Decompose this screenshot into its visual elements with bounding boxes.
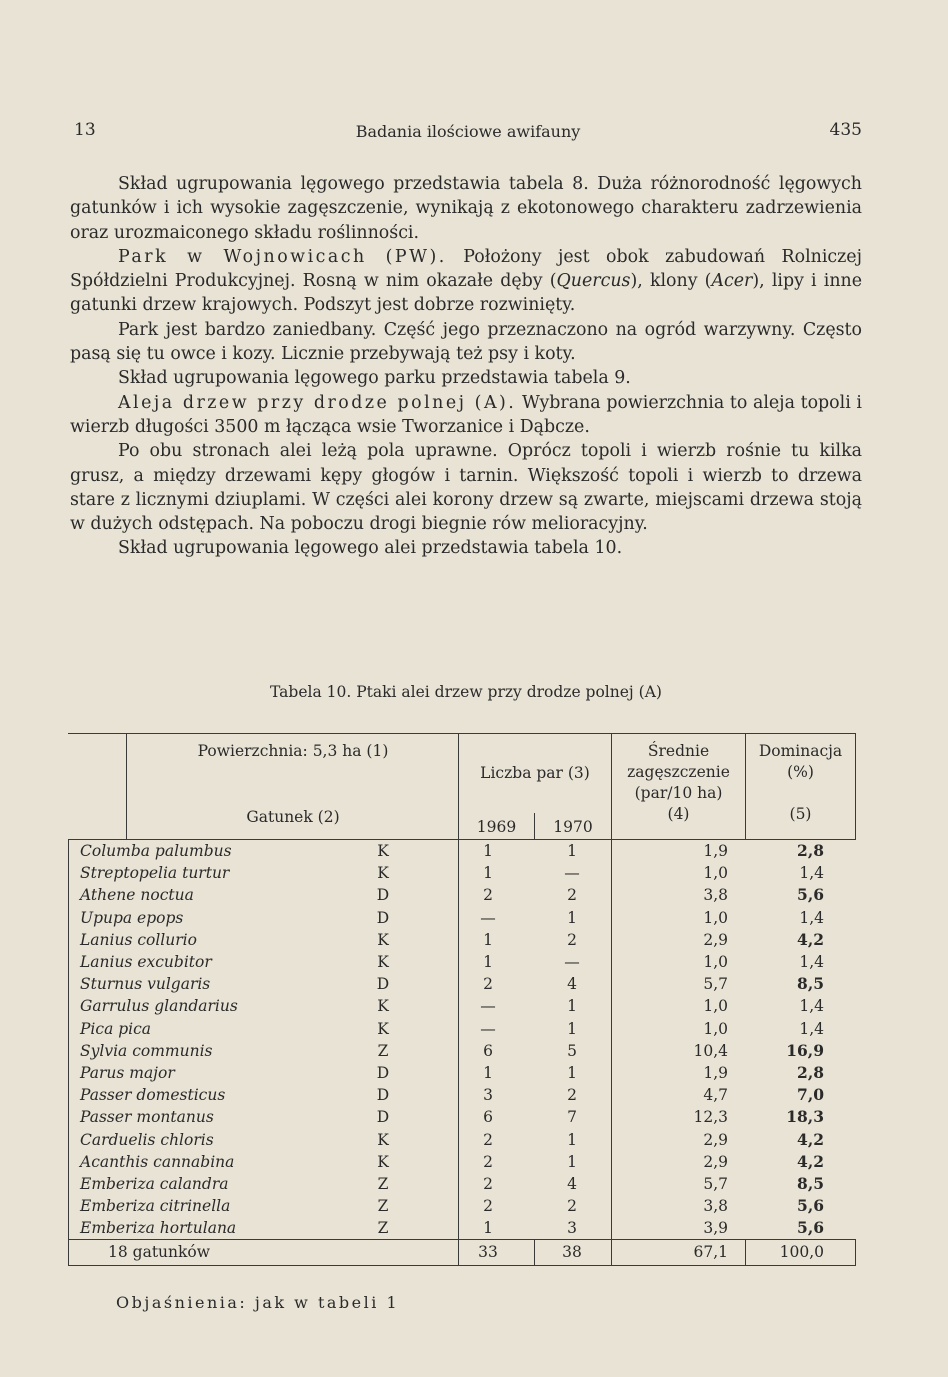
dominance: 8,5 — [797, 1174, 824, 1193]
species-name: Passer montanus — [80, 1108, 214, 1127]
category: Z — [377, 1219, 389, 1238]
density: 10,4 — [693, 1041, 728, 1060]
taxon-quercus: Quercus — [556, 271, 631, 292]
category: K — [377, 1152, 389, 1171]
species-name: Parus major — [80, 1064, 175, 1082]
header-pairs: Liczba par (3) — [480, 764, 590, 782]
dominance: 1,4 — [799, 997, 824, 1016]
pairs-1969: 2 — [483, 975, 493, 994]
density: 2,9 — [703, 1152, 728, 1171]
pairs-1970: 7 — [567, 1108, 577, 1127]
pairs-1969: 1 — [483, 953, 493, 971]
pairs-1970: 5 — [567, 1041, 577, 1060]
category: D — [376, 1086, 390, 1105]
table-row — [68, 995, 856, 1017]
pairs-1970: 2 — [567, 1086, 577, 1105]
header-species: Gatunek (2) — [246, 808, 340, 826]
table-row — [68, 929, 856, 951]
pairs-1970: 2 — [567, 930, 577, 949]
pairs-1970: 4 — [567, 1175, 577, 1193]
density: 3,8 — [703, 886, 728, 905]
running-head — [74, 120, 862, 144]
dominance: 4,2 — [797, 929, 824, 949]
density: 5,7 — [703, 1175, 728, 1193]
category: D — [376, 1064, 390, 1082]
density: 5,7 — [703, 975, 728, 994]
pairs-1969: 1 — [483, 1064, 493, 1082]
paragraph-7: Skład ugrupowania lęgowego alei przedstawia tabela 10. — [118, 538, 623, 559]
header-dominance: Dominacja (%) (5) — [758, 742, 843, 823]
category: D — [376, 1108, 390, 1127]
species-name: Sturnus vulgaris — [80, 975, 211, 994]
species-name: Passer domesticus — [80, 1086, 226, 1105]
dominance: 16,9 — [786, 1040, 824, 1060]
pairs-1969: 3 — [483, 1086, 493, 1105]
pairs-1970: 1 — [567, 1019, 577, 1038]
dominance: 5,6 — [797, 1218, 824, 1238]
dominance: 1,4 — [799, 864, 824, 883]
density: 4,7 — [703, 1086, 728, 1105]
density: 2,9 — [703, 930, 728, 949]
density: 1,0 — [703, 908, 728, 927]
density: 2,9 — [703, 1130, 728, 1149]
table-row — [68, 1018, 856, 1040]
table-row — [68, 862, 856, 884]
species-name: Garrulus glandarius — [80, 997, 238, 1016]
species-name: Athene noctua — [80, 886, 194, 905]
category: K — [377, 1130, 389, 1149]
body-text — [70, 172, 862, 561]
dominance: 1,4 — [799, 953, 824, 971]
page-number-right: 435 — [829, 120, 862, 140]
species-name: Emberiza hortulana — [80, 1219, 237, 1238]
dominance: 5,6 — [797, 885, 824, 905]
pairs-1969: 6 — [483, 1108, 493, 1127]
pairs-1969: 2 — [483, 1197, 493, 1216]
dominance: 8,5 — [797, 974, 824, 994]
category: Z — [377, 1175, 389, 1193]
species-name: Lanius collurio — [80, 930, 197, 949]
table-row — [68, 1129, 856, 1151]
total-label: 18 gatunków — [108, 1243, 210, 1261]
section-heading-park: Park w Wojnowicach (PW). — [118, 246, 447, 267]
pairs-1969: 1 — [483, 1219, 493, 1238]
category: Z — [377, 1197, 389, 1216]
category: Z — [377, 1041, 389, 1060]
species-name: Upupa epops — [80, 908, 184, 927]
density: 3,9 — [703, 1219, 728, 1238]
pairs-1969: — — [480, 997, 496, 1016]
table-row — [68, 1217, 856, 1239]
dominance: 5,6 — [797, 1196, 824, 1216]
paragraph-6: Po obu stronach alei leżą pola uprawne. Oprócz topoli i wierzb rośnie tu kilka grusz, a między drzewami kępy głogów i tarnin. Większość topoli i wierzb to drzewa stare z licznymi dziuplami. W części alei korony drzew są zwarte, miejscami drzewa stoją w dużych odstępach. Na poboczu drogi biegnie rów melioracyjny. — [70, 441, 862, 535]
table-footnote: Objaśnienia: jak w tabeli 1 — [116, 1293, 400, 1312]
table-row — [68, 951, 856, 973]
pairs-1970: 1 — [567, 997, 577, 1016]
table-row — [68, 1151, 856, 1173]
total-dominance: 100,0 — [779, 1243, 824, 1261]
category: D — [376, 886, 390, 905]
table-bottom-rule — [68, 1265, 856, 1266]
pairs-1970: 3 — [567, 1219, 577, 1238]
dominance: 1,4 — [799, 908, 824, 927]
pairs-1969: 2 — [483, 1152, 493, 1171]
table-row — [68, 1062, 856, 1084]
taxon-acer: Acer — [711, 271, 753, 292]
pairs-1970: 1 — [567, 842, 577, 860]
pairs-1970: — — [564, 864, 580, 883]
species-name: Pica pica — [80, 1019, 152, 1038]
pairs-1970: 2 — [567, 1197, 577, 1216]
species-name: Streptopelia turtur — [80, 864, 230, 883]
table-row — [68, 973, 856, 995]
page-number-left: 13 — [74, 120, 96, 140]
pairs-1970: 2 — [567, 886, 577, 905]
paragraph-aleja: Aleja drzew przy drodze polnej (A). Wybrana powierzchnia to aleja topoli i wierzb długości 3500 m łącząca wsie Tworzanice i Dąbcze. — [70, 392, 862, 437]
species-name: Emberiza citrinella — [80, 1197, 231, 1216]
density: 3,8 — [703, 1197, 728, 1216]
species-name: Columba palumbus — [80, 842, 232, 860]
category: K — [377, 1019, 389, 1038]
density: 1,0 — [703, 997, 728, 1016]
paragraph-4: Skład ugrupowania lęgowego parku przedstawia tabela 9. — [118, 368, 631, 389]
pairs-1969: 2 — [483, 1130, 493, 1149]
table-row — [68, 1084, 856, 1106]
pairs-1970: — — [564, 953, 580, 971]
birds-table — [68, 733, 856, 1266]
paragraph-park: Park w Wojnowicach (PW). Położony jest obok zabudowań Rolniczej Spółdzielni Produkcyjnej. Rosną w nim okazałe dęby (Quercus), klony (Acer), lipy i inne gatunki drzew krajowych. Podszyt jest dobrze rozwinięty. — [70, 246, 863, 316]
paragraph-1: Skład ugrupowania lęgowego przedstawia tabela 8. Duża różnorodność lęgowych gatunków i ich wysokie zagęszczenie, wynikają z ekotonowego charakteru zadrzewienia oraz urozmaiconego składu roślinności. — [70, 174, 862, 243]
category: K — [377, 953, 389, 971]
table-caption: Tabela 10. Ptaki alei drzew przy drodze polnej (A) — [270, 683, 662, 701]
pairs-1969: — — [480, 908, 496, 927]
total-1969: 33 — [478, 1243, 498, 1261]
total-density: 67,1 — [693, 1243, 728, 1261]
pairs-1970: 4 — [567, 975, 577, 994]
header-year-1969: 1969 — [476, 818, 517, 836]
table-row — [68, 840, 856, 862]
pairs-1969: — — [480, 1019, 496, 1038]
density: 1,9 — [703, 842, 728, 860]
category: K — [377, 842, 389, 860]
density: 12,3 — [693, 1108, 728, 1127]
category: K — [377, 997, 389, 1016]
header-area: Powierzchnia: 5,3 ha (1) — [197, 742, 389, 760]
table-top-rule — [68, 733, 856, 734]
species-name: Carduelis chloris — [80, 1130, 214, 1149]
table-row — [68, 884, 856, 906]
density: 1,0 — [703, 864, 728, 883]
header-year-1970: 1970 — [553, 818, 593, 836]
density: 1,0 — [703, 953, 728, 971]
dominance: 1,4 — [799, 1019, 824, 1038]
table-total-row — [68, 1240, 856, 1264]
table-row — [68, 1173, 856, 1195]
dominance: 4,2 — [797, 1129, 824, 1149]
pairs-1970: 1 — [567, 1130, 577, 1149]
dominance: 18,3 — [786, 1107, 824, 1127]
category: D — [376, 975, 390, 994]
species-name: Emberiza calandra — [80, 1175, 229, 1193]
pairs-1969: 2 — [483, 1175, 493, 1193]
pairs-1970: 1 — [567, 908, 577, 927]
dominance: 7,0 — [797, 1085, 824, 1105]
paragraph-3: Park jest bardzo zaniedbany. Część jego przeznaczono na ogród warzywny. Często pasą się tu owce i kozy. Licznie przebywają też psy i koty. — [70, 319, 862, 365]
density: 1,9 — [703, 1064, 728, 1082]
header-density: Średnie zagęszczenie (par/10 ha) (4) — [627, 742, 730, 823]
dominance: 2,8 — [797, 1063, 824, 1082]
dominance: 4,2 — [797, 1151, 824, 1171]
table-left-edge — [126, 733, 127, 840]
table-row — [68, 1040, 856, 1062]
pairs-1970: 1 — [567, 1152, 577, 1171]
pairs-1969: 1 — [483, 930, 493, 949]
category: K — [377, 930, 389, 949]
density: 1,0 — [703, 1019, 728, 1038]
section-heading-aleja: Aleja drzew przy drodze polnej (A). — [118, 392, 517, 413]
pairs-1969: 1 — [483, 842, 493, 860]
running-title: Badania ilościowe awifauny — [355, 122, 581, 141]
total-1970: 38 — [562, 1243, 582, 1261]
table-row — [68, 1106, 856, 1128]
category: K — [377, 864, 389, 883]
table-row — [68, 1195, 856, 1217]
pairs-1969: 1 — [483, 864, 493, 883]
pairs-1970: 1 — [567, 1064, 577, 1082]
species-name: Lanius excubitor — [80, 953, 212, 971]
category: D — [376, 908, 390, 927]
pairs-1969: 2 — [483, 886, 493, 905]
dominance: 2,8 — [797, 841, 824, 860]
table-row — [68, 907, 856, 929]
species-name: Acanthis cannabina — [80, 1152, 235, 1171]
table-right-edge — [855, 733, 856, 840]
pairs-1969: 6 — [483, 1041, 493, 1060]
species-name: Sylvia communis — [80, 1041, 213, 1060]
